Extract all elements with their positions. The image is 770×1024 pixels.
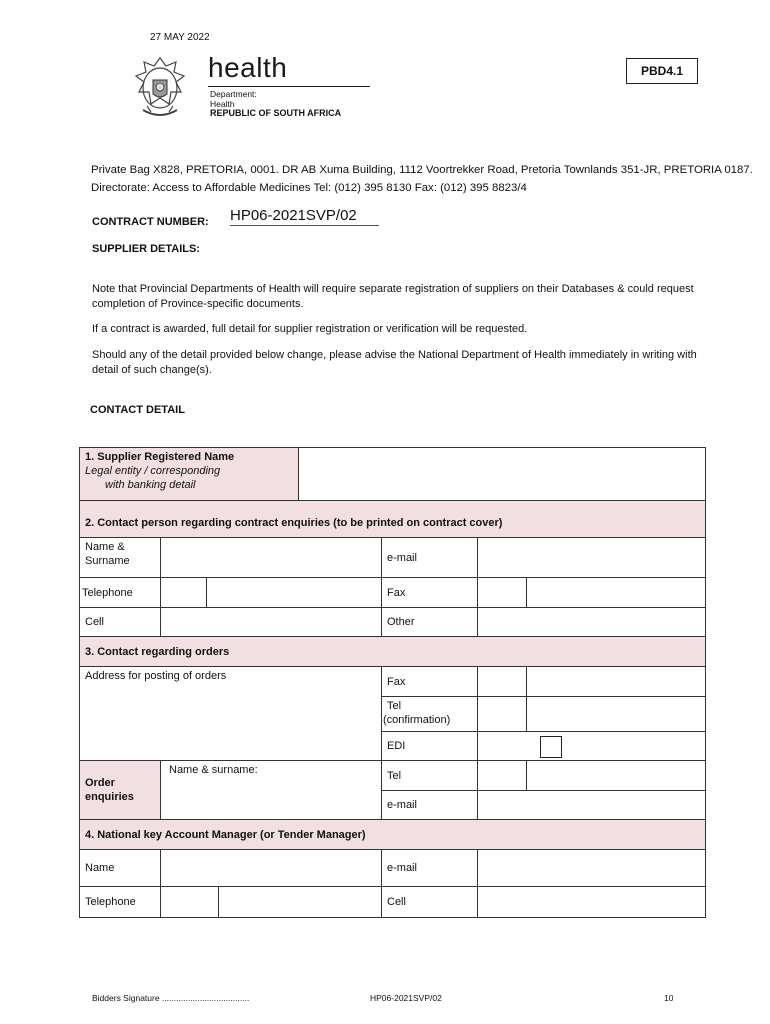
document-date: 27 MAY 2022 xyxy=(150,32,210,43)
posting-address-label: Address for posting of orders xyxy=(85,670,227,682)
form-code-box: PBD4.1 xyxy=(626,58,698,84)
supplier-name-label-cell xyxy=(79,447,299,501)
manager-cell-label: Cell xyxy=(381,886,478,918)
section-2-header: 2. Contact person regarding contract enquiries (to be printed on contract cover) xyxy=(79,500,706,538)
tel-label: Tel xyxy=(387,700,402,712)
order-enquiries-label-cell xyxy=(79,760,161,820)
fax-field[interactable] xyxy=(526,577,706,608)
banking-detail-hint: with banking detail xyxy=(105,479,196,491)
order-label: Order xyxy=(85,777,115,789)
manager-telephone-code-field[interactable] xyxy=(160,886,219,918)
manager-name-label: Name xyxy=(79,849,161,887)
posting-address-field[interactable] xyxy=(79,666,382,761)
telephone-field[interactable] xyxy=(206,577,382,608)
manager-cell-field[interactable] xyxy=(477,886,706,918)
section-1-title: 1. Supplier Registered Name xyxy=(85,451,235,463)
fax-code-field[interactable] xyxy=(477,577,527,608)
note-paragraph: If a contract is awarded, full detail for supplier registration or verification will be requested. xyxy=(92,323,528,335)
orders-fax-code-field[interactable] xyxy=(477,666,527,697)
footer-contract-code: HP06-2021SVP/02 xyxy=(370,993,442,1003)
coat-of-arms-icon xyxy=(131,54,189,122)
supplier-name-field[interactable] xyxy=(298,447,706,501)
order-email-label: e-mail xyxy=(381,790,478,820)
confirmation-label: (confirmation) xyxy=(383,714,451,726)
dept-label: Department: xyxy=(210,89,257,99)
legal-entity-hint: Legal entity / corresponding xyxy=(85,465,221,477)
enquiries-label: enquiries xyxy=(85,791,134,803)
contact-detail-heading: CONTACT DETAIL xyxy=(90,404,185,416)
page-number: 10 xyxy=(664,993,674,1003)
orders-fax-label: Fax xyxy=(381,666,478,697)
address-text: Private Bag X828, PRETORIA, 0001. DR AB Xuma Building, 1112 Voortrekker Road, Pretoria Townlands 351-JR, PRETORIA 0187. Directorate: Access to Affordable Medicines Tel: (012) 395 8130 Fax: (012) 395 8823/4 xyxy=(91,164,753,194)
bidders-signature-line: Bidders Signature ..................................... xyxy=(92,993,250,1003)
orders-fax-field[interactable] xyxy=(526,666,706,697)
other-label: Other xyxy=(381,607,478,637)
order-name-label: Name & surname: xyxy=(169,764,258,776)
fax-label: Fax xyxy=(381,577,478,608)
section-4-header: 4. National key Account Manager (or Tender Manager) xyxy=(79,819,706,850)
manager-email-field[interactable] xyxy=(477,849,706,887)
contract-number-value: HP06-2021SVP/02 xyxy=(230,207,379,226)
tel-confirmation-label-cell xyxy=(381,696,478,732)
tel-confirmation-field[interactable] xyxy=(526,696,706,732)
order-contact-name-field[interactable] xyxy=(160,760,382,820)
contact-form-table xyxy=(79,447,706,918)
manager-email-label: e-mail xyxy=(381,849,478,887)
country-name: REPUBLIC OF SOUTH AFRICA xyxy=(210,108,342,118)
order-tel-label: Tel xyxy=(381,760,478,791)
edi-field xyxy=(477,731,706,761)
manager-name-field[interactable] xyxy=(160,849,382,887)
section-3-header: 3. Contact regarding orders xyxy=(79,636,706,667)
tel-confirmation-code-field[interactable] xyxy=(477,696,527,732)
cell-label: Cell xyxy=(79,607,161,637)
order-email-field[interactable] xyxy=(477,790,706,820)
note-paragraph: Note that Provincial Departments of Health will require separate registration of suppliers on their Databases & could request completion of Province-specific documents. xyxy=(92,283,694,310)
manager-telephone-field[interactable] xyxy=(218,886,382,918)
other-field[interactable] xyxy=(477,607,706,637)
health-logo-wordmark: health xyxy=(208,52,288,83)
dept-name: Health xyxy=(210,99,235,109)
supplier-details-heading: SUPPLIER DETAILS: xyxy=(92,243,200,255)
order-tel-field[interactable] xyxy=(526,760,706,791)
manager-telephone-label: Telephone xyxy=(79,886,161,918)
email-label: e-mail xyxy=(381,537,478,578)
order-tel-code-field[interactable] xyxy=(477,760,527,791)
edi-label: EDI xyxy=(381,731,478,761)
contact-name-field[interactable] xyxy=(160,537,382,578)
name-surname-label-cell xyxy=(79,537,161,578)
telephone-label: Telephone xyxy=(79,577,161,608)
logo-divider xyxy=(208,86,370,87)
name-label: Name & xyxy=(85,541,125,553)
surname-label: Surname xyxy=(85,555,130,567)
note-paragraph: Should any of the detail provided below change, please advise the National Department of Health immediately in writing with detail of such change(s). xyxy=(92,349,697,376)
contract-number-label: CONTRACT NUMBER: xyxy=(92,216,209,228)
contact-email-field[interactable] xyxy=(477,537,706,578)
telephone-code-field[interactable] xyxy=(160,577,207,608)
edi-checkbox[interactable] xyxy=(540,736,562,758)
cell-field[interactable] xyxy=(160,607,382,637)
